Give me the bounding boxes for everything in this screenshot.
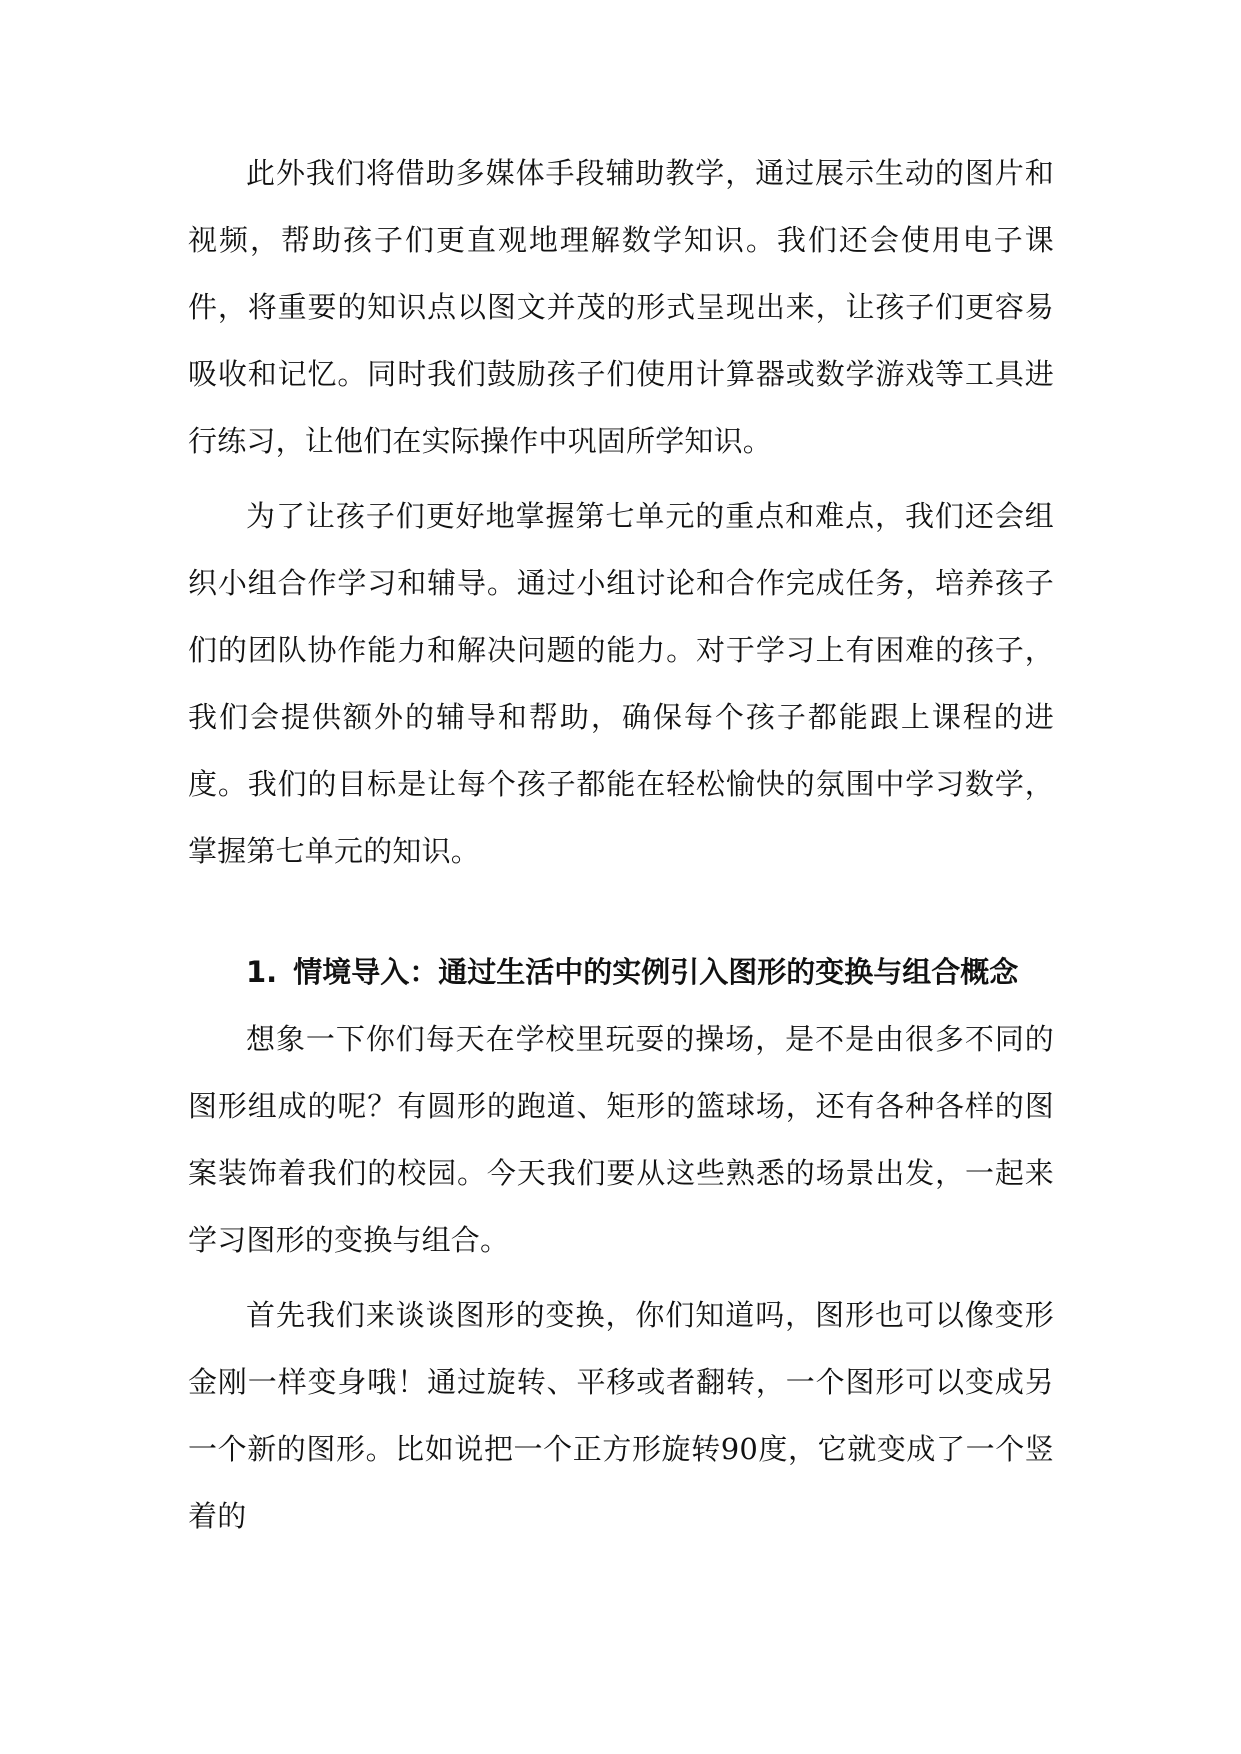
section-title: 情境导入：通过生活中的实例引入图形的变换与组合概念 [293, 955, 1019, 989]
paragraph-multimedia: 此外我们将借助多媒体手段辅助教学，通过展示生动的图片和视频，帮助孩子们更直观地理解数学知识。我们还会使用电子课件，将重要的知识点以图文并茂的形式呈现出来，让孩子们更容易吸收和记忆。同时我们鼓励孩子们使用计算器或数学游戏等工具进行练习，让他们在实际操作中巩固所学知识。 [188, 156, 1054, 458]
paragraph-playground: 想象一下你们每天在学校里玩耍的操场，是不是由很多不同的图形组成的呢？有圆形的跑道、矩形的篮球场，还有各种各样的图案装饰着我们的校园。今天我们要从这些熟悉的场景出发，一起来学习图形的变换与组合。 [188, 1022, 1054, 1257]
paragraph-group-learning: 为了让孩子们更好地掌握第七单元的重点和难点，我们还会组织小组合作学习和辅导。通过小组讨论和合作完成任务，培养孩子们的团队协作能力和解决问题的能力。对于学习上有困难的孩子，我们会提供额外的辅导和帮助，确保每个孩子都能跟上课程的进度。我们的目标是让每个孩子都能在轻松愉快的氛围中学习数学，掌握第七单元的知识。 [188, 499, 1054, 868]
section-number: 1. [246, 955, 278, 989]
paragraph-transformation: 首先我们来谈谈图形的变换，你们知道吗，图形也可以像变形金刚一样变身哦！通过旋转、平移或者翻转，一个图形可以变成另一个新的图形。比如说把一个正方形旋转90度，它就变成了一个竖着的 [188, 1298, 1054, 1533]
document-page [188, 140, 1054, 1550]
section-heading [188, 939, 1054, 1006]
